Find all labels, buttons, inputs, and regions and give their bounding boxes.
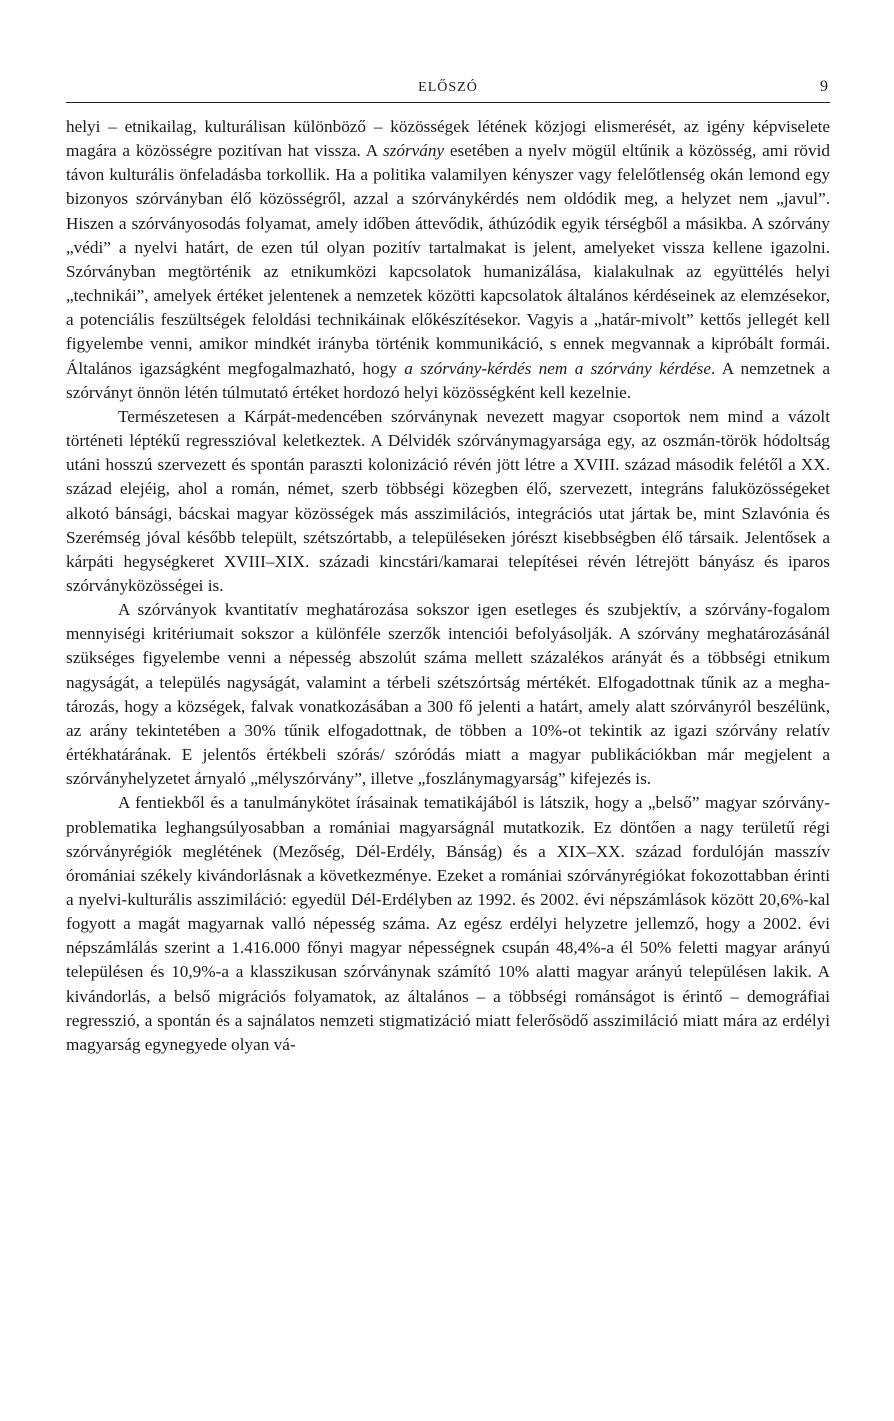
- book-page: [66, 76, 830, 1057]
- body-text: [66, 115, 830, 1057]
- paragraph-1-italic-term: szórvány: [382, 141, 445, 161]
- paragraph-2: Természetesen a Kárpát-medencében szórványnak nevezett magyar csoportok nem mind a vázolt történeti léptékű regresszióval keletkeztek. A Délvidék szórványmagyarsága egy, az oszmán-török hódoltság utáni hosszú szervezett és spontán paraszti kolonizáció révén jött létre a XVIII. század második felétől a XX. század elejéig, ahol a román, német, szerb többségi közegben élő, szervezett, integráns faluközösségeket alkotó bánsági, bácskai magyar közösségek más asszimilációs, integrációs utat jártak be, mint Szlavónia és Szerémség jóval később települt, szétszórtabb, a településeken jórészt kisebbségben élő társaik. Jelentősek a kárpáti hegységkeret XVIII–XIX. századi kincstári/kamarai telepítései révén létrejött bányász és iparos szórványközösségei is.: [66, 406, 830, 595]
- paragraph-1-italic-phrase: a szórvány-kérdés nem a szórvány kérdése: [404, 358, 711, 378]
- paragraph-1-text-c: . A nemzetnek a szórványt önnön létén túlmutató értéket hordozó helyi közösségként kell kezelnie.: [66, 358, 831, 402]
- page-number: 9: [820, 78, 828, 95]
- running-header: [66, 76, 830, 103]
- paragraph-1-text-a: helyi – etnikailag, kulturálisan különböző – közösségek létének közjogi elismerését, az igény képviselete magára a közösségre pozitívan hat vissza. A: [66, 117, 830, 161]
- paragraph-1-text-b: esetében a nyelv mögül eltűnik a közösség, ami rövid távon kulturális önfeladásba torkollik. Ha a politika valamilyen kényszer vagy felelőtlenség okán lemond egy bizonyos szórványban élő közösségről, azzal a szórványkérdés nem oldódik meg, a helyzet nem „javul”. Hiszen a szórványosodás folyamat, amely időben áttevődik, áthúzódik egyik térségből a másikba. A szórvány „védi” a nyelvi határt, de ezen túl olyan pozitív tartalmakat is jelent, amelyeket vissza kellene igazolni. Szórványban megtörténik az etnikumközi kapcsolatok humanizálása, kialakulnak az együttélés helyi „technikái”, amelyek értéket jelentenek a nemzetek közötti kapcsolatok általános kérdéseinek az elemzésekor, a potenciális feszültségek feloldási technikáinak előkészítésekor. Vagyis a „határ-mivolt” kettős jellegét kell figyelembe venni, amikor mindkét irányba történik kommunikáció, s ennek megvannak a kipróbált formái. Általános igazságként megfogalmazható, hogy: [66, 141, 830, 378]
- paragraph-1: [66, 115, 830, 405]
- running-title: ELŐSZÓ: [418, 80, 478, 95]
- paragraph-3: A szórványok kvantitatív meghatározása sokszor igen esetleges és szubjektív, a szórvány-fogalom mennyiségi kritériumait sokszor a különféle szerzők intenciói befolyásolják. A szórvány meghatározásánál szükséges figyelembe venni a népesség abszolút száma mellett százalékos arányát és a többségi etnikum nagyságát, a település nagyságát, valamint a térbeli szétszórtság mértékét. Elfogadottnak tűnik az a meghatározás, hogy a községek, falvak vonatkozásában a 300 fő jelenti a határt, amely alatt szórványról beszélünk, az arány tekintetében a 30% tűnik elfogadottnak, de többen a 10%-ot tekintik az igazi szórvány relatív értékhatárának. E jelentős értékbeli szórás/ szóródás miatt a magyar publikációkban már megjelent a szórványhelyzetet árnyaló „mélyszórvány”, illetve „foszlánymagyarság” kifejezés is.: [66, 600, 830, 789]
- paragraph-4: A fentiekből és a tanulmánykötet írásainak tematikájából is látszik, hogy a „belső” magyar szórvány-problematika leghangsúlyosabban a romániai magyarságnál mutatkozik. Ez döntően a nagy területű régi szórványrégiók meglétének (Mezőség, Dél-Erdély, Bánság) és a XIX–XX. század fordulóján masszív óromániai székely kivándorlásnak a következménye. Ezeket a romániai szórványrégiókat fokozottabban érinti a nyelvi-kulturális asszimiláció: egyedül Dél-Erdélyben az 1992. és 2002. évi népszámlások között 20,6%-kal fogyott a magát magyarnak valló népesség száma. Az egész erdélyi helyzetre jellemző, hogy a 2002. évi népszámlálás szerint a 1.416.000 főnyi magyar népességnek csupán 48,4%-a él 50% feletti magyar arányú településen és 10,9%-a a klasszikusan szórványnak számító 10% alatti magyar arányú településen lakik. A kivándorlás, a belső migrációs folyamatok, az általános – a többségi románságot is érintő – demográfiai regresszió, a spontán és a sajnálatos nemzeti stigmatizáció miatt felerősödő asszimiláció miatt mára az erdélyi magyarság egynegyede olyan vá-: [66, 793, 830, 1054]
